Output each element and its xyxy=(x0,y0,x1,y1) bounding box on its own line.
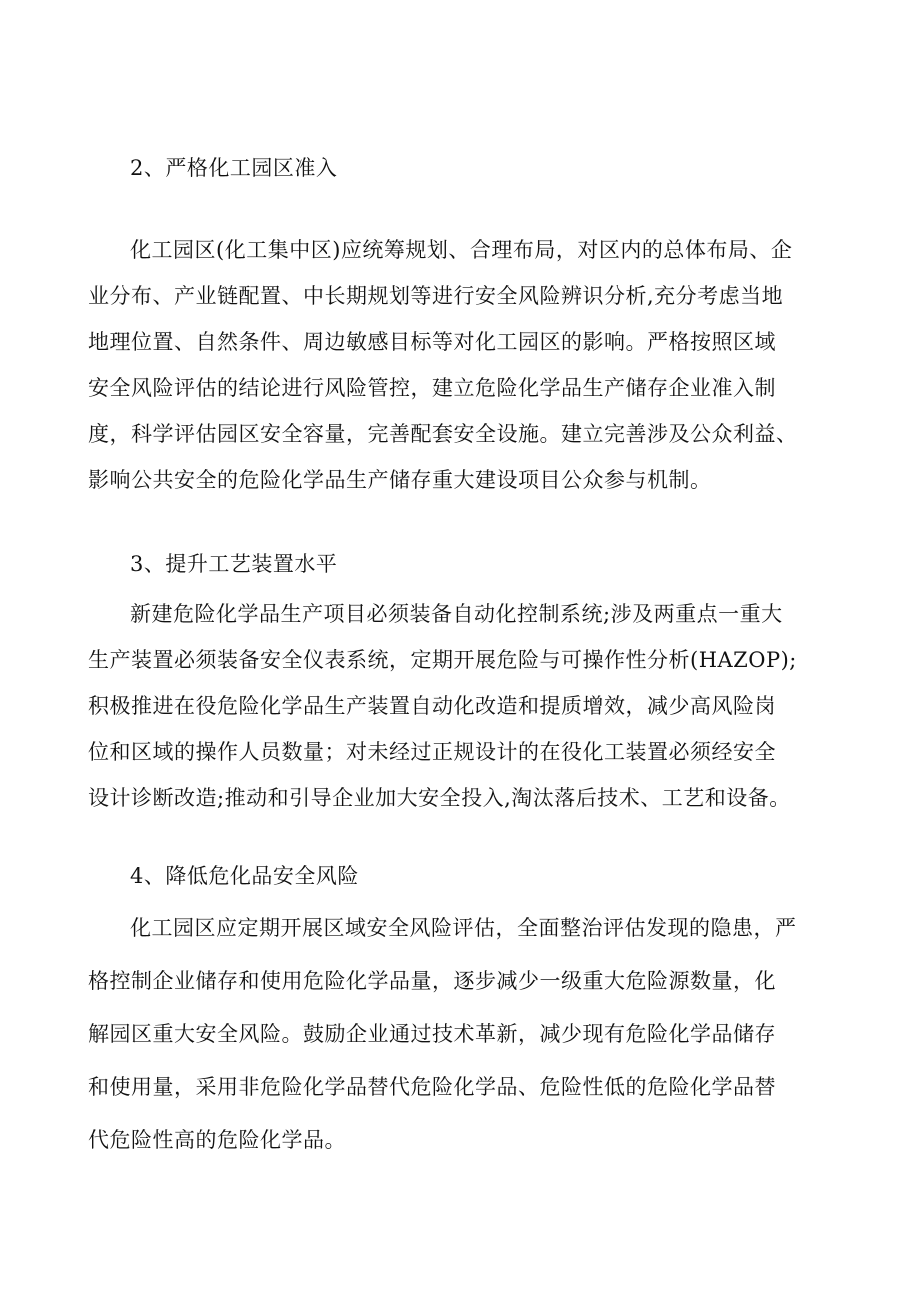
body-line: 代危险性高的危险化学品。 xyxy=(88,1128,346,1152)
body-line: 格控制企业储存和使用危险化学品量，逐步减少一级重大危险源数量，化 xyxy=(88,969,776,993)
section-body xyxy=(88,232,836,508)
body-line: 设计诊断改造;推动和引导企业加大安全投入,淘汰落后技术、工艺和设备。 xyxy=(88,786,791,810)
body-line: 影响公共安全的危险化学品生产储存重大建设项目公众参与机制。 xyxy=(88,468,712,492)
body-line: 解园区重大安全风险。鼓励企业通过技术革新，减少现有危险化学品储存 xyxy=(88,1022,776,1046)
body-line: 化工园区(化工集中区)应统筹规划、合理布局，对区内的总体布局、企 xyxy=(130,238,793,262)
body-line: 度，科学评估园区安全容量，完善配套安全设施。建立完善涉及公众利益、 xyxy=(88,422,798,446)
body-line: 和使用量，采用非危险化学品替代危险化学品、危险性低的危险化学品替 xyxy=(88,1075,776,1099)
section-heading: 3、提升工艺装置水平 xyxy=(130,552,338,576)
body-line: 化工园区应定期开展区域安全风险评估，全面整治评估发现的隐患，严 xyxy=(130,916,797,940)
section-heading: 4、降低危化品安全风险 xyxy=(130,864,359,888)
body-line: 生产装置必须装备安全仪表系统，定期开展危险与可操作性分析(HAZOP); xyxy=(88,648,797,672)
body-line: 安全风险评估的结论进行风险管控，建立危险化学品生产储存企业准入制 xyxy=(88,376,776,400)
body-line: 业分布、产业链配置、中长期规划等进行安全风险辨识分析,充分考虑当地 xyxy=(88,284,784,308)
section-body xyxy=(88,596,836,826)
section-heading: 2、严格化工园区准入 xyxy=(130,156,338,180)
body-line: 位和区域的操作人员数量；对未经过正规设计的在役化工装置必须经安全 xyxy=(88,740,776,764)
body-line: 新建危险化学品生产项目必须装备自动化控制系统;涉及两重点一重大 xyxy=(130,602,783,626)
body-line: 地理位置、自然条件、周边敏感目标等对化工园区的影响。严格按照区域 xyxy=(88,330,776,354)
section-body xyxy=(88,910,836,1175)
body-line: 积极推进在役危险化学品生产装置自动化改造和提质增效，减少高风险岗 xyxy=(88,694,776,718)
